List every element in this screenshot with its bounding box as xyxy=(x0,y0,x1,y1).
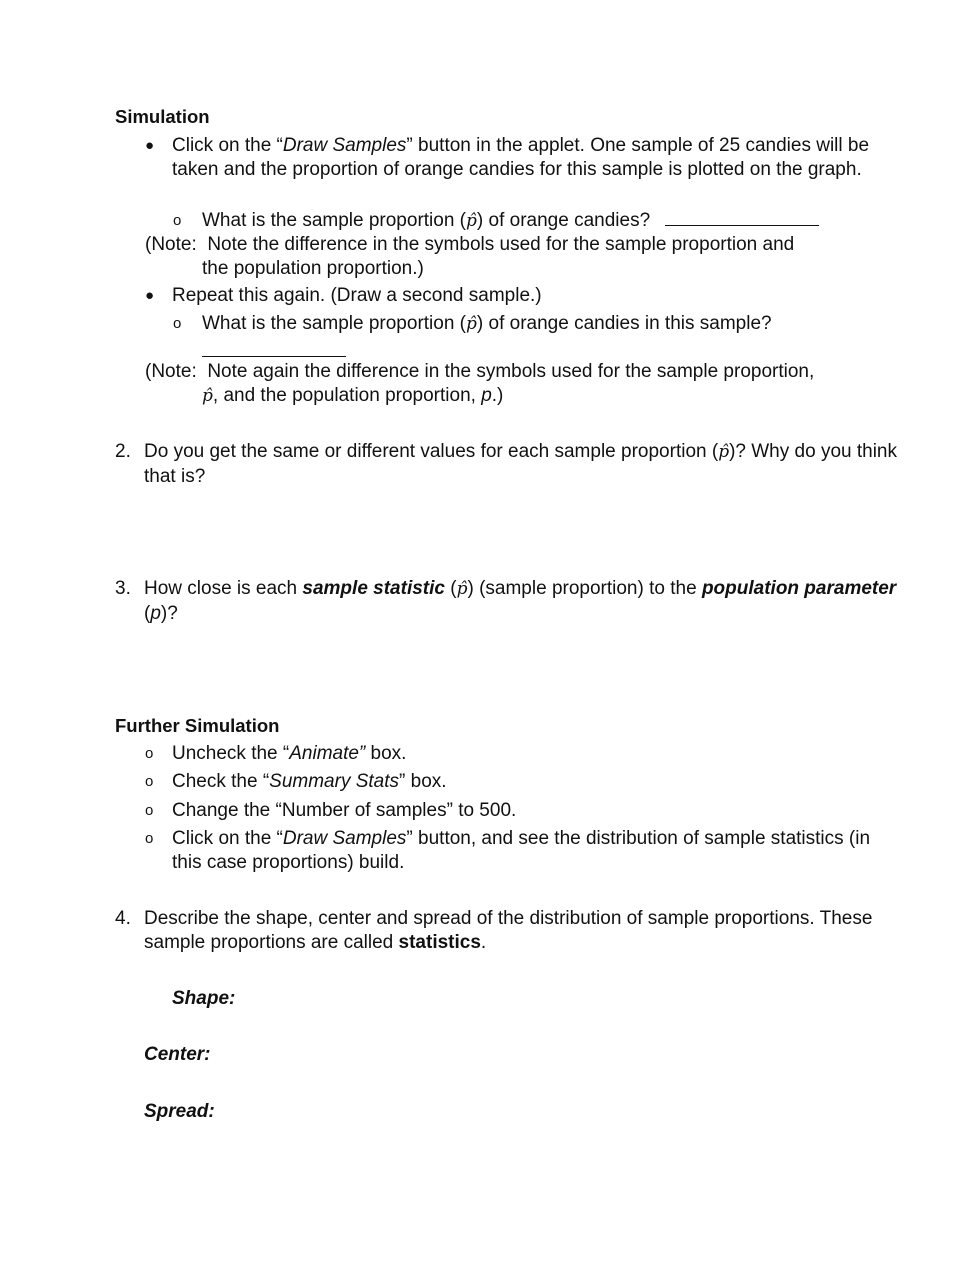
shape-label: Shape: xyxy=(172,988,236,1009)
question-text: How close is each sample statistic (p̂) (sample proportion) to the population parameter (p)? xyxy=(144,578,897,624)
instruction-text: Uncheck the “Animate” box. xyxy=(172,743,407,764)
spread-label: Spread: xyxy=(144,1101,215,1122)
instruction-text: Click on the “Draw Samples” button, and see the distribution of sample statistics (in this case proportions) build. xyxy=(172,828,871,873)
circle-marker: o xyxy=(145,773,154,790)
question-text: What is the sample proportion (p̂) of orange candies in this sample? xyxy=(202,313,772,334)
bullet-marker: ● xyxy=(145,137,155,154)
question-number: 4. xyxy=(115,908,131,929)
circle-marker: o xyxy=(145,830,154,847)
answer-blank[interactable] xyxy=(202,342,346,357)
circle-marker: o xyxy=(173,315,182,332)
bullet-text: Repeat this again. (Draw a second sample.) xyxy=(172,285,542,306)
question-text: Do you get the same or different values for each sample proportion (p̂)? Why do you think that is? xyxy=(144,441,897,487)
circle-marker: o xyxy=(145,745,154,762)
section-heading-further-simulation: Further Simulation xyxy=(115,715,280,736)
bullet-text: Click on the “Draw Samples” button in the applet. One sample of 25 candies will be taken and the proportion of orange candies for this sample is plotted on the graph. xyxy=(172,135,870,180)
instruction-text: Change the “Number of samples” to 500. xyxy=(172,800,517,821)
section-heading-simulation: Simulation xyxy=(115,106,210,127)
center-label: Center: xyxy=(144,1044,211,1065)
circle-marker: o xyxy=(145,802,154,819)
bullet-marker: ● xyxy=(145,287,155,304)
note: (Note: Note again the difference in the symbols used for the sample proportion, p̂, and the population proportion, p.) xyxy=(145,361,815,406)
instruction-text: Check the “Summary Stats” box. xyxy=(172,771,447,792)
answer-blank[interactable] xyxy=(665,211,819,226)
circle-marker: o xyxy=(173,212,182,229)
note: (Note: Note the difference in the symbols used for the sample proportion and the population proportion.) xyxy=(145,234,795,279)
question-number: 3. xyxy=(115,578,131,599)
question-text: What is the sample proportion (p̂) of orange candies? xyxy=(202,209,892,234)
question-text: Describe the shape, center and spread of the distribution of sample proportions. These sample proportions are called statistics. xyxy=(144,908,873,953)
question-number: 2. xyxy=(115,441,131,462)
